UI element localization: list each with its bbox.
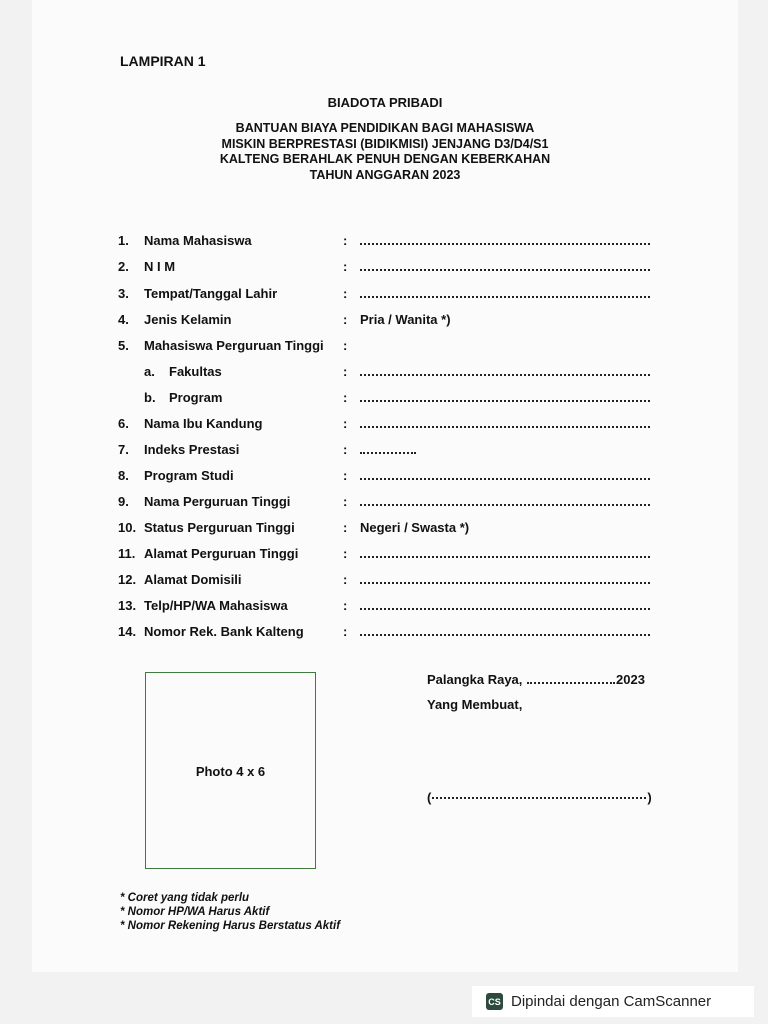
footnote: * Nomor HP/WA Harus Aktif	[120, 906, 270, 918]
field-number: 6.	[118, 416, 129, 431]
fill-line[interactable]	[360, 269, 650, 271]
subtitle-line: KALTENG BERAHLAK PENUH DENGAN KEBERKAHAN	[219, 152, 551, 166]
watermark-text: Dipindai dengan CamScanner	[511, 993, 712, 1010]
field-number: 10.	[118, 520, 137, 535]
field-number: 3.	[118, 286, 129, 301]
field-colon: :	[343, 572, 348, 587]
field-label: Status Perguruan Tinggi	[144, 520, 295, 535]
field-mahasiswa-perguruan-tinggi	[0, 338, 768, 360]
field-value: Pria / Wanita *)	[360, 312, 451, 327]
field-number: 8.	[118, 468, 129, 483]
field-label: Program Studi	[144, 468, 234, 483]
field-label: Program	[169, 390, 223, 405]
subtitle-line: BANTUAN BIAYA PENDIDIKAN BAGI MAHASISWA	[235, 121, 535, 135]
field-fakultas	[0, 364, 768, 386]
field-program-studi	[0, 468, 768, 490]
field-number: 1.	[118, 233, 129, 248]
fill-line[interactable]	[360, 243, 650, 245]
field-colon: :	[343, 624, 348, 639]
signature-made-by: Yang Membuat,	[427, 697, 523, 712]
fill-line[interactable]	[360, 426, 650, 428]
field-alamat-perguruan-tinggi	[0, 546, 768, 568]
photo-label: Photo 4 x 6	[195, 764, 266, 779]
field-colon: :	[343, 598, 348, 613]
open-paren: (	[427, 790, 432, 805]
field-status-perguruan-tinggi	[0, 520, 768, 542]
signature-place: Palangka Raya,	[427, 672, 523, 687]
field-colon: :	[343, 286, 348, 301]
field-label: N I M	[144, 259, 176, 274]
field-nama-perguruan-tinggi	[0, 494, 768, 516]
field-label: Alamat Domisili	[144, 572, 242, 587]
field-tempat-tanggal-lahir	[0, 286, 768, 308]
fill-line[interactable]	[360, 634, 650, 636]
field-number: b.	[144, 390, 156, 405]
signature-place-date	[427, 672, 645, 687]
signature-name-line	[427, 790, 652, 805]
field-colon: :	[343, 233, 348, 248]
camscanner-watermark	[472, 986, 754, 1017]
photo-box	[145, 672, 316, 869]
fill-line[interactable]	[360, 400, 650, 402]
camscanner-logo-icon: CS	[486, 993, 503, 1010]
field-colon: :	[343, 494, 348, 509]
fill-line[interactable]	[360, 478, 650, 480]
field-colon: :	[343, 442, 348, 457]
field-label: Fakultas	[169, 364, 222, 379]
fill-line[interactable]	[360, 374, 650, 376]
fill-line[interactable]	[360, 504, 650, 506]
field-nama-mahasiswa	[0, 233, 768, 255]
signature-year: 2023	[616, 672, 645, 687]
field-nama-ibu-kandung	[0, 416, 768, 438]
fill-line[interactable]	[360, 582, 650, 584]
field-colon: :	[343, 364, 348, 379]
footnote: * Nomor Rekening Harus Berstatus Aktif	[120, 920, 341, 932]
field-colon: :	[343, 468, 348, 483]
field-telp-hp-wa	[0, 598, 768, 620]
field-jenis-kelamin	[0, 312, 768, 334]
field-number: 9.	[118, 494, 129, 509]
field-colon: :	[343, 338, 348, 353]
document-subtitle	[190, 121, 580, 183]
field-label: Alamat Perguruan Tinggi	[144, 546, 299, 561]
document-title: BIADOTA PRIBADI	[327, 95, 443, 110]
close-paren: )	[647, 790, 652, 805]
field-label: Tempat/Tanggal Lahir	[144, 286, 278, 301]
attachment-label: LAMPIRAN 1	[120, 53, 206, 69]
field-alamat-domisili	[0, 572, 768, 594]
field-program	[0, 390, 768, 412]
field-label: Nama Mahasiswa	[144, 233, 252, 248]
field-number: 12.	[118, 572, 137, 587]
field-nomor-rekening	[0, 624, 768, 646]
field-number: a.	[144, 364, 155, 379]
field-label: Telp/HP/WA Mahasiswa	[144, 598, 288, 613]
field-number: 7.	[118, 442, 129, 457]
field-colon: :	[343, 312, 348, 327]
footnote: * Coret yang tidak perlu	[120, 892, 250, 904]
field-number: 14.	[118, 624, 137, 639]
fill-line[interactable]	[360, 556, 650, 558]
field-number: 2.	[118, 259, 129, 274]
field-colon: :	[343, 259, 348, 274]
field-nim	[0, 259, 768, 281]
field-indeks-prestasi	[0, 442, 768, 464]
field-label: Indeks Prestasi	[144, 442, 240, 457]
subtitle-line: TAHUN ANGGARAN 2023	[309, 167, 461, 182]
field-number: 13.	[118, 598, 137, 613]
fill-line[interactable]	[360, 296, 650, 298]
field-label: Mahasiswa Perguruan Tinggi	[144, 338, 324, 353]
field-label: Jenis Kelamin	[144, 312, 232, 327]
date-fill-line[interactable]	[527, 682, 615, 684]
field-number: 11.	[118, 546, 136, 561]
subtitle-line: MISKIN BERPRESTASI (BIDIKMISI) JENJANG D3/D4/S1	[221, 136, 549, 151]
field-colon: :	[343, 390, 348, 405]
field-colon: :	[343, 416, 348, 431]
fill-line[interactable]	[360, 452, 416, 454]
footnotes	[120, 891, 340, 933]
field-number: 5.	[118, 338, 129, 353]
field-colon: :	[343, 546, 348, 561]
field-value: Negeri / Swasta *)	[360, 520, 470, 535]
field-number: 4.	[118, 312, 129, 327]
field-label: Nama Ibu Kandung	[144, 416, 263, 431]
fill-line[interactable]	[360, 608, 650, 610]
field-label: Nama Perguruan Tinggi	[144, 494, 291, 509]
name-fill-line[interactable]	[432, 797, 646, 799]
field-colon: :	[343, 520, 348, 535]
field-label: Nomor Rek. Bank Kalteng	[144, 624, 304, 639]
